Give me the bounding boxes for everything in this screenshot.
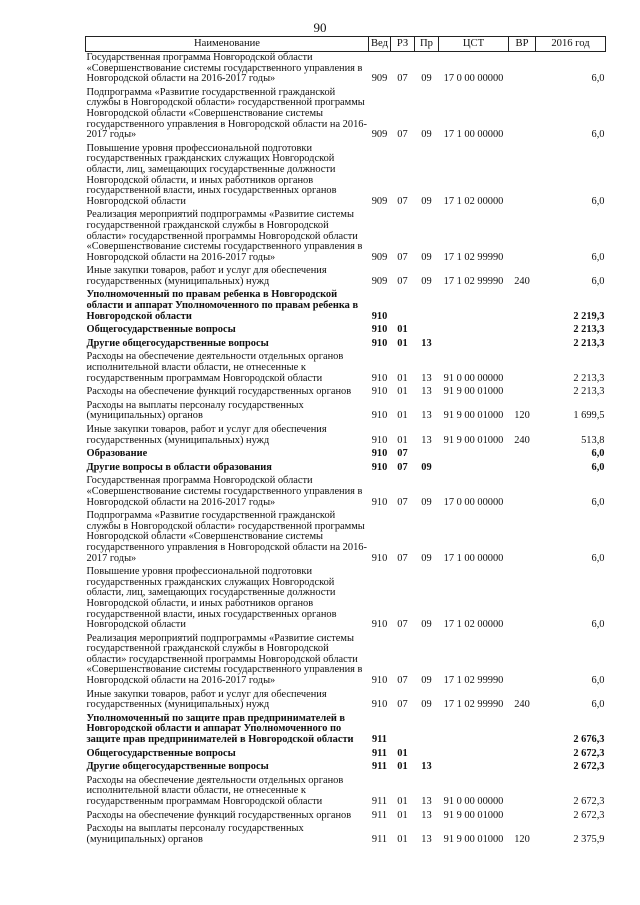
table-row [86,52,606,87]
row-ved-cell: 909 [371,251,388,263]
header-pr: Пр [415,37,439,52]
table-row [86,475,606,510]
row-sum-cell: 2 672,3 [573,761,605,773]
row-ved-cell: 910 [371,448,388,460]
row-pr-cell [415,748,439,762]
row-rz-cell: 01 [397,372,408,384]
row-ved-cell: 909 [371,73,388,85]
row-name-cell: Уполномоченный по защите прав предпринимателей в Новгородской области и аппарат Уполномоченного по защите прав предпринимателей в Новгородской области [86,712,354,746]
row-rz-cell: 01 [397,386,408,398]
row-cst-cell: 17 1 02 00000 [443,195,504,207]
row-sum-cell: 1 699,5 [573,410,605,422]
table-row [86,823,606,847]
row-sum-cell: 2 375,9 [573,833,605,845]
row-vr-cell [509,87,536,143]
row-vr-cell [509,209,536,265]
table-header-row [86,37,606,52]
row-cst-cell: 17 1 00 00000 [443,129,504,141]
row-name-cell: Повышение уровня профессиональной подготовки государственных гражданских служащих Новгородской области, лиц, замещающих государственные должности Новгородской области, и иных работников органов государственной власти, иных государственных органов Новгородской области [86,142,337,207]
row-ved-cell: 910 [371,434,388,446]
row-rz-cell: 01 [397,796,408,807]
row-pr-cell: 13 [421,337,432,349]
table-row [86,143,606,210]
row-cst-cell [439,713,509,748]
row-sum-cell: 2 213,3 [573,337,605,349]
row-vr-cell [509,143,536,210]
row-vr-cell [509,748,536,762]
row-cst-cell: 17 0 00 00000 [443,496,504,508]
row-sum-cell: 2 213,3 [573,324,605,336]
row-ved-cell: 909 [371,195,388,207]
row-name-cell: Другие общегосударственные вопросы [86,761,269,773]
row-cst-cell: 91 0 00 00000 [443,796,504,807]
row-vr-cell: 240 [514,434,530,446]
row-cst-cell: 17 1 02 99990 [443,275,504,287]
row-pr-cell: 13 [421,796,432,807]
table-row [86,713,606,748]
row-sum-cell: 6,0 [591,552,605,564]
row-cst-cell [439,324,509,338]
table-row [86,761,606,775]
row-pr-cell: 13 [421,372,432,384]
table-row [86,775,606,810]
table-row [86,748,606,762]
row-rz-cell: 01 [397,809,408,821]
row-cst-cell [439,448,509,462]
row-vr-cell [509,324,536,338]
row-vr-cell [509,761,536,775]
row-ved-cell: 910 [371,552,388,564]
row-pr-cell: 13 [421,833,432,845]
row-ved-cell: 910 [371,675,388,687]
row-sum-cell: 2 213,3 [573,386,605,398]
row-cst-cell: 17 1 02 00000 [443,619,504,631]
table-row [86,400,606,424]
row-cst-cell [439,462,509,476]
table-row [86,87,606,143]
row-pr-cell [415,713,439,748]
row-rz-cell: 07 [397,552,408,564]
row-sum-cell: 6,0 [591,73,605,85]
row-name-cell: Расходы на обеспечение функций государственных органов [86,809,352,821]
table-body [86,52,606,848]
row-name-cell: Реализация мероприятий подпрограммы «Развитие системы государственной гражданской службы в Новгородской области» государственной программы Новгородской области «Совершенствование системы государственного управления в Новгородской области на 2016-2017 годы» [86,632,363,687]
row-rz-cell: 07 [397,496,408,508]
row-pr-cell: 09 [421,461,432,473]
row-name-cell: Иные закупки товаров, работ и услуг для обеспечения государственных (муниципальных) нужд [86,424,327,446]
row-name-cell: Расходы на обеспечение функций государственных органов [86,386,352,398]
row-sum-cell: 2 672,3 [573,809,605,821]
row-name-cell: Общегосударственные вопросы [86,324,236,336]
row-sum-cell: 6,0 [591,619,605,631]
row-rz-cell: 07 [397,251,408,263]
row-ved-cell: 910 [371,372,388,384]
row-sum-cell: 2 213,3 [573,372,605,384]
row-rz-cell: 01 [397,747,408,759]
row-vr-cell [509,386,536,400]
table-row [86,510,606,566]
row-vr-cell [509,775,536,810]
row-rz-cell: 07 [397,675,408,687]
row-vr-cell [509,52,536,87]
row-rz-cell: 01 [397,833,408,845]
header-year: 2016 год [536,37,606,52]
row-sum-cell: 6,0 [591,195,605,207]
row-ved-cell: 910 [371,699,388,711]
row-cst-cell: 91 9 00 01000 [443,410,504,422]
row-ved-cell: 911 [371,833,388,845]
row-cst-cell [439,338,509,352]
row-rz-cell: 07 [397,73,408,85]
row-cst-cell: 91 9 00 01000 [443,434,504,446]
row-pr-cell: 09 [421,619,432,631]
row-name-cell: Иные закупки товаров, работ и услуг для обеспечения государственных (муниципальных) нужд [86,688,327,711]
table-row [86,289,606,324]
row-pr-cell [415,324,439,338]
budget-table [85,36,606,847]
row-sum-cell: 6,0 [591,448,605,460]
table-row [86,689,606,713]
row-ved-cell: 910 [371,410,388,422]
row-name-cell: Расходы на выплаты персоналу государственных (муниципальных) органов [86,399,304,422]
row-cst-cell [439,289,509,324]
row-pr-cell: 09 [421,675,432,687]
row-rz-cell [391,713,415,748]
row-pr-cell: 09 [421,496,432,508]
row-name-cell: Государственная программа Новгородской области «Совершенствование системы государственного управления в Новгородской области на 2016-2017 годы» [86,52,363,85]
row-pr-cell: 09 [421,73,432,85]
row-name-cell: Общегосударственные вопросы [86,747,236,759]
row-rz-cell [391,289,415,324]
row-name-cell: Государственная программа Новгородской области «Совершенствование системы государственного управления в Новгородской области на 2016-2017 годы» [86,475,363,508]
row-vr-cell [509,289,536,324]
row-name-cell: Уполномоченный по правам ребенка в Новгородской области и аппарат Уполномоченного по правам ребенка в Новгородской области [86,289,359,322]
row-vr-cell [509,462,536,476]
row-rz-cell: 01 [397,324,408,336]
row-name-cell: Подпрограмма «Развитие государственной гражданской службы в Новгородской области» государственной программы Новгородской области «Совершенствование системы государственного управления в Новгородской области на 2016-2017 годы» [86,86,367,141]
row-ved-cell: 911 [371,747,387,759]
row-ved-cell: 909 [371,129,388,141]
row-rz-cell: 01 [397,410,408,422]
row-rz-cell: 01 [397,434,408,446]
row-cst-cell: 17 1 02 99990 [443,675,504,687]
row-rz-cell: 01 [397,761,408,773]
row-name-cell: Повышение уровня профессиональной подготовки государственных гражданских служащих Новгородской области, лиц, замещающих государственные должности Новгородской области, и иных работников органов государственной власти, иных государственных органов Новгородской области [86,566,337,631]
row-cst-cell: 91 9 00 01000 [443,833,504,845]
row-vr-cell [509,510,536,566]
header-cst: ЦСТ [439,37,509,52]
row-pr-cell [415,448,439,462]
row-vr-cell [509,338,536,352]
row-cst-cell: 91 0 00 00000 [443,372,504,384]
row-sum-cell: 6,0 [591,699,605,711]
row-ved-cell: 910 [371,496,388,508]
table-row [86,265,606,289]
row-pr-cell: 09 [421,251,432,263]
row-cst-cell [439,761,509,775]
row-ved-cell: 910 [371,337,388,349]
row-pr-cell: 09 [421,275,432,287]
row-sum-cell: 2 219,3 [573,310,605,322]
row-rz-cell: 07 [397,129,408,141]
row-sum-cell: 6,0 [591,496,605,508]
row-ved-cell: 910 [371,310,388,322]
row-name-cell: Другие общегосударственные вопросы [86,337,269,349]
row-vr-cell: 120 [514,410,530,422]
row-ved-cell: 910 [371,461,388,473]
row-pr-cell: 13 [421,386,432,398]
table-row [86,338,606,352]
row-sum-cell: 6,0 [591,251,605,263]
row-name-cell: Расходы на обеспечение деятельности отдельных органов исполнительной власти области, не отнесенные к государственным программам Новгородской области [86,774,344,807]
row-rz-cell: 07 [397,619,408,631]
row-pr-cell: 13 [421,809,432,821]
header-ved: Вед [369,37,391,52]
row-ved-cell: 910 [371,386,388,398]
table-row [86,566,606,633]
row-pr-cell: 13 [421,434,432,446]
table-row [86,810,606,824]
row-vr-cell [509,351,536,386]
row-rz-cell: 07 [397,461,408,473]
row-pr-cell: 09 [421,552,432,564]
row-sum-cell: 2 672,3 [573,796,605,807]
row-cst-cell: 91 9 00 01000 [443,386,504,398]
table-row [86,424,606,448]
row-vr-cell [509,475,536,510]
row-ved-cell: 910 [371,324,388,336]
row-pr-cell [415,289,439,324]
row-pr-cell: 09 [421,129,432,141]
row-pr-cell: 13 [421,761,432,773]
row-name-cell: Другие вопросы в области образования [86,461,272,473]
table-row [86,462,606,476]
row-sum-cell: 2 672,3 [573,747,605,759]
row-vr-cell [509,713,536,748]
table-row [86,448,606,462]
table-row [86,633,606,689]
row-cst-cell: 91 9 00 01000 [443,809,504,821]
row-vr-cell [509,448,536,462]
row-ved-cell: 911 [371,761,387,773]
table-row [86,351,606,386]
row-cst-cell: 17 1 02 99990 [443,699,504,711]
row-rz-cell: 07 [397,275,408,287]
row-rz-cell: 07 [397,699,408,711]
row-vr-cell: 240 [514,275,530,287]
row-vr-cell: 240 [514,699,530,711]
row-cst-cell: 17 0 00 00000 [443,73,504,85]
row-sum-cell: 6,0 [591,129,605,141]
row-pr-cell: 09 [421,195,432,207]
header-rz: РЗ [391,37,415,52]
row-vr-cell [509,633,536,689]
row-rz-cell: 07 [397,195,408,207]
row-cst-cell: 17 1 00 00000 [443,552,504,564]
row-ved-cell: 911 [371,796,388,807]
row-name-cell: Подпрограмма «Развитие государственной гражданской службы в Новгородской области» государственной программы Новгородской области «Совершенствование системы государственного управления в Новгородской области на 2016-2017 годы» [86,510,367,564]
row-sum-cell: 6,0 [591,675,605,687]
row-vr-cell [509,810,536,824]
row-vr-cell [509,566,536,633]
row-cst-cell: 17 1 02 99990 [443,251,504,263]
header-vr: ВР [509,37,536,52]
row-ved-cell: 911 [371,734,387,746]
row-vr-cell: 120 [514,833,530,845]
row-ved-cell: 910 [371,619,388,631]
header-name: Наименование [86,37,369,52]
row-name-cell: Образование [86,448,148,460]
row-ved-cell: 909 [371,275,388,287]
row-sum-cell: 2 676,3 [573,734,605,746]
table-row [86,209,606,265]
table-row [86,386,606,400]
row-name-cell: Расходы на обеспечение деятельности отдельных органов исполнительной власти области, не отнесенные к государственным программам Новгородской области [86,351,344,384]
row-ved-cell: 911 [371,809,388,821]
row-rz-cell: 07 [397,448,408,460]
row-pr-cell: 09 [421,699,432,711]
row-name-cell: Расходы на выплаты персоналу государственных (муниципальных) органов [86,823,304,845]
row-cst-cell [439,748,509,762]
table-row [86,324,606,338]
row-sum-cell: 6,0 [591,275,605,287]
row-sum-cell: 6,0 [591,461,605,473]
row-name-cell: Реализация мероприятий подпрограммы «Развитие системы государственной гражданской службы в Новгородской области» государственной программы Новгородской области «Совершенствование системы государственного управления в Новгородской области на 2016-2017 годы» [86,209,363,263]
page-number: 90 [313,20,327,35]
row-rz-cell: 01 [397,337,408,349]
row-pr-cell: 13 [421,410,432,422]
row-sum-cell: 513,8 [581,434,605,446]
row-name-cell: Иные закупки товаров, работ и услуг для обеспечения государственных (муниципальных) нужд [86,265,327,287]
